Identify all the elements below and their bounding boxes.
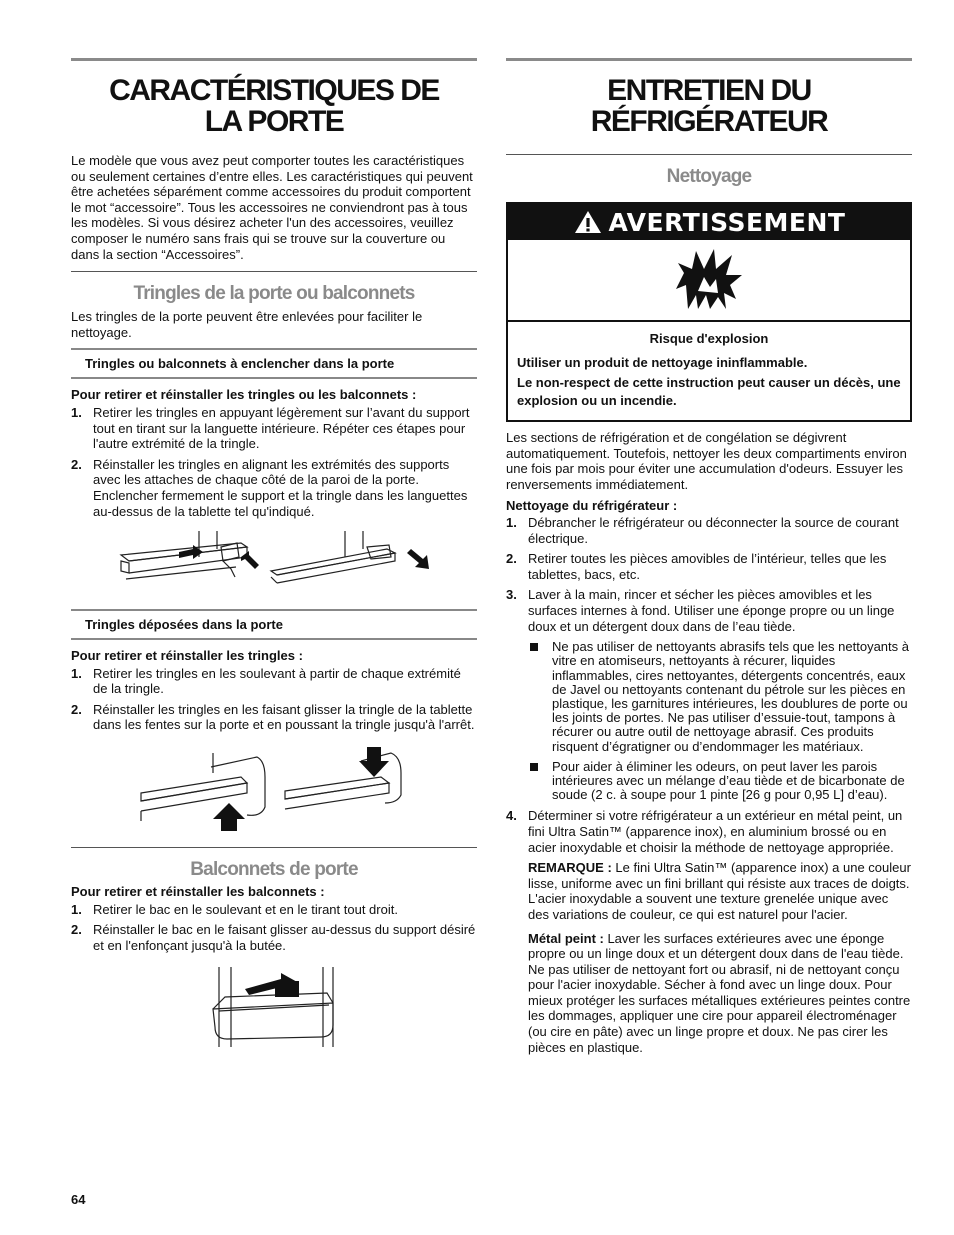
step-item xyxy=(71,457,477,519)
metal-label: Métal peint : xyxy=(528,930,604,946)
title-line: CARACTÉRISTIQUES DE xyxy=(109,74,439,107)
subsection-label: Tringles déposées dans la porte xyxy=(85,617,283,633)
step-item xyxy=(71,902,477,918)
top-rule xyxy=(506,58,912,61)
bullet-text: Pour aider à éliminer les odeurs, on peut laver les parois intérieures avec un mélange d’eau tiède et de bicarbonate de soude (2 c. à soupe pour 1 pinte [26 g pour 0,95 L] d’eau). xyxy=(552,758,905,803)
steps-list xyxy=(71,902,477,954)
steps-list xyxy=(71,405,477,519)
warning-box xyxy=(506,202,912,422)
step-number: 2. xyxy=(506,551,517,567)
step-item xyxy=(506,587,912,634)
step-item xyxy=(506,551,912,582)
title-line: ENTRETIEN DU xyxy=(607,74,811,107)
dropped-bin-illustration xyxy=(71,747,477,839)
explosion-icon xyxy=(674,247,744,313)
bullet-item xyxy=(506,640,912,754)
door-bin-illustration xyxy=(71,965,477,1055)
step-item xyxy=(71,922,477,953)
step-item xyxy=(506,515,912,546)
top-rule xyxy=(71,58,477,61)
warning-label: AVERTISSEMENT xyxy=(608,207,846,237)
warning-header xyxy=(508,204,910,240)
step-text: Retirer toutes les pièces amovibles de l’intérieur, telles que les tablettes, bacs, etc. xyxy=(528,551,887,582)
warning-line: Le non-respect de cette instruction peut causer un décès, une explosion ou un incendie. xyxy=(517,375,901,408)
section-text: Les tringles de la porte peuvent être enlevées pour faciliter le nettoyage. xyxy=(71,309,423,340)
bullet-text: Ne pas utiliser de nettoyants abrasifs tels que les nettoyants à vitre en atomiseurs, nettoyants à récurer, liquides inflammables, cires nettoyantes, détergents concentrés, eaux de Javel ou nettoyants contenant du pétrole sur les pièces en plastique, les garnitures intérieures, les doublures de porte ou les joints de portes. Ne pas utiliser d’essuie-tout, tampons à récurer ou autre outil de nettoyage abrasif. Ces produits risquent d’égratigner ou d’endommager les matériaux. xyxy=(552,639,909,754)
step-item xyxy=(71,666,477,697)
title-line: LA PORTE xyxy=(204,105,344,138)
step-number: 1. xyxy=(506,514,517,530)
warning-risk: Risque d'explosion xyxy=(649,331,769,346)
subsection-label: Tringles ou balconnets à enclencher dans la porte xyxy=(85,356,395,372)
step-item xyxy=(71,702,477,733)
step-text: Réinstaller les tringles en alignant les extrémités des supports avec les attaches de chaque côté de la paroi de la porte. Enclencher fermement le support et la tringle dans les languettes au-dessus de la tablette tel qu'indiqué. xyxy=(93,456,468,519)
title-line: RÉFRIGÉRATEUR xyxy=(590,105,828,138)
bullet-item xyxy=(506,760,912,803)
divider xyxy=(71,271,477,272)
step-text: Déterminer si votre réfrigérateur a un extérieur en métal peint, un fini Ultra Satin™ (apparence inox), en aluminium brossé ou en acier inoxydable et choisir la méthode de nettoyage appropriée. xyxy=(528,808,903,855)
warning-line: Utiliser un produit de nettoyage ininflammable. xyxy=(517,355,808,370)
steps-list xyxy=(71,666,477,733)
divider xyxy=(71,377,477,379)
snap-in-bin-illustration xyxy=(71,529,477,601)
metal-paragraph xyxy=(506,931,912,1056)
step-text: Retirer les tringles en les soulevant à partir de chaque extrémité de la tringle. xyxy=(93,665,461,697)
note-paragraph xyxy=(506,860,912,922)
step-number: 3. xyxy=(506,587,517,603)
intro-paragraph: Le modèle que vous avez peut comporter toutes les caractéristiques ou seulement certaines d’entre elles. Les caractéristiques qui peuvent être achetées séparément comme accessoires du produit comportent le mot “accessoire”. Tous les accessoires ne conviendront pas à tous les modèles. Si vous désirez acheter l'un des accessoires, veuillez composer le numéro sans frais qui se trouve sur la couverture ou dans la section “Accessoires”. xyxy=(71,153,473,262)
step-number: 1. xyxy=(71,901,82,917)
section-heading: Nettoyage xyxy=(666,166,752,187)
intro-paragraph: Les sections de réfrigération et de congélation se dégivrent automatiquement. Toutefois, nettoyer les deux compartiments environ une fois par mois pour éviter une accumulation d'odeurs. Essuyer les renversements immédiatement. xyxy=(506,430,907,492)
step-text: Débrancher le réfrigérateur ou déconnecter la source de courant électrique. xyxy=(528,514,899,546)
procedure-lead: Pour retirer et réinstaller les tringles ou les balconnets : xyxy=(71,387,417,403)
page-title-right xyxy=(506,75,912,137)
divider xyxy=(71,847,477,848)
step-item xyxy=(506,808,912,855)
step-number: 4. xyxy=(506,808,517,824)
note-text: Le fini Ultra Satin™ (apparence inox) a une couleur lisse, uniforme avec un fini brillant qui résiste aux traces de doigts. L'acier inoxydable a souvent une texture grenelée unique avec des variations de couleur, ce qui est naturel pour l'acier. xyxy=(528,860,911,922)
section-heading: Balconnets de porte xyxy=(190,859,358,881)
step-number: 1. xyxy=(71,404,82,420)
step-number: 1. xyxy=(71,665,82,681)
step-text: Réinstaller le bac en le faisant glisser au-dessus du support désiré et en l'enfonçant jusqu'à la butée. xyxy=(93,922,476,953)
step-text: Réinstaller les tringles en les faisant glisser la tringle de la tablette dans les fentes sur la porte et en poussant la tringle jusqu'à l'arrêt. xyxy=(93,701,475,733)
step-number: 2. xyxy=(71,922,82,938)
bullet-square xyxy=(530,763,538,771)
procedure-lead: Nettoyage du réfrigérateur : xyxy=(506,498,678,514)
left-column xyxy=(71,58,477,1055)
warning-triangle-icon xyxy=(573,209,603,235)
metal-text: Laver les surfaces extérieures avec une éponge propre ou un linge doux et un détergent doux dans de l'eau tiède. Ne pas utiliser de nettoyant fort ou abrasif, ni de nettoyant conçu pour l'acier inoxydable. Sécher à fond avec un linge doux. Pour mieux protéger les surfaces métalliques extérieures peintes contre les dommages, appliquer une cire pour appareil électroménager (ou cire en pâte) avec un linge propre et doux. Ne pas cirer les pièces en plastique. xyxy=(528,930,911,1055)
note-label: REMARQUE : xyxy=(528,860,612,876)
step-text: Retirer le bac en le soulevant et en le tirant tout droit. xyxy=(93,901,398,917)
steps-list xyxy=(506,808,912,855)
step-number: 2. xyxy=(71,701,82,717)
step-number: 2. xyxy=(71,456,82,472)
page-number: 64 xyxy=(71,1192,86,1207)
page-title-left xyxy=(71,75,477,137)
step-text: Retirer les tringles en appuyant légèrement sur l’avant du support tout en tirant sur la languette intérieure. Répéter ces étapes pour l'autre extrémité de la tringle. xyxy=(93,404,470,452)
right-column xyxy=(506,58,912,1055)
divider xyxy=(71,638,477,640)
steps-list xyxy=(506,515,912,634)
procedure-lead: Pour retirer et réinstaller les tringles : xyxy=(71,648,303,664)
procedure-lead: Pour retirer et réinstaller les balconnets : xyxy=(71,884,325,900)
bullet-square xyxy=(530,643,538,651)
step-text: Laver à la main, rincer et sécher les pièces amovibles et les surfaces internes à fond. Utiliser une éponge propre ou un linge doux et un détergent doux dans de l’eau tiède. xyxy=(528,587,895,634)
section-heading: Tringles de la porte ou balconnets xyxy=(133,283,415,305)
step-item xyxy=(71,405,477,452)
warning-body xyxy=(508,322,910,420)
divider xyxy=(506,154,912,155)
warning-icon-area xyxy=(508,240,910,322)
